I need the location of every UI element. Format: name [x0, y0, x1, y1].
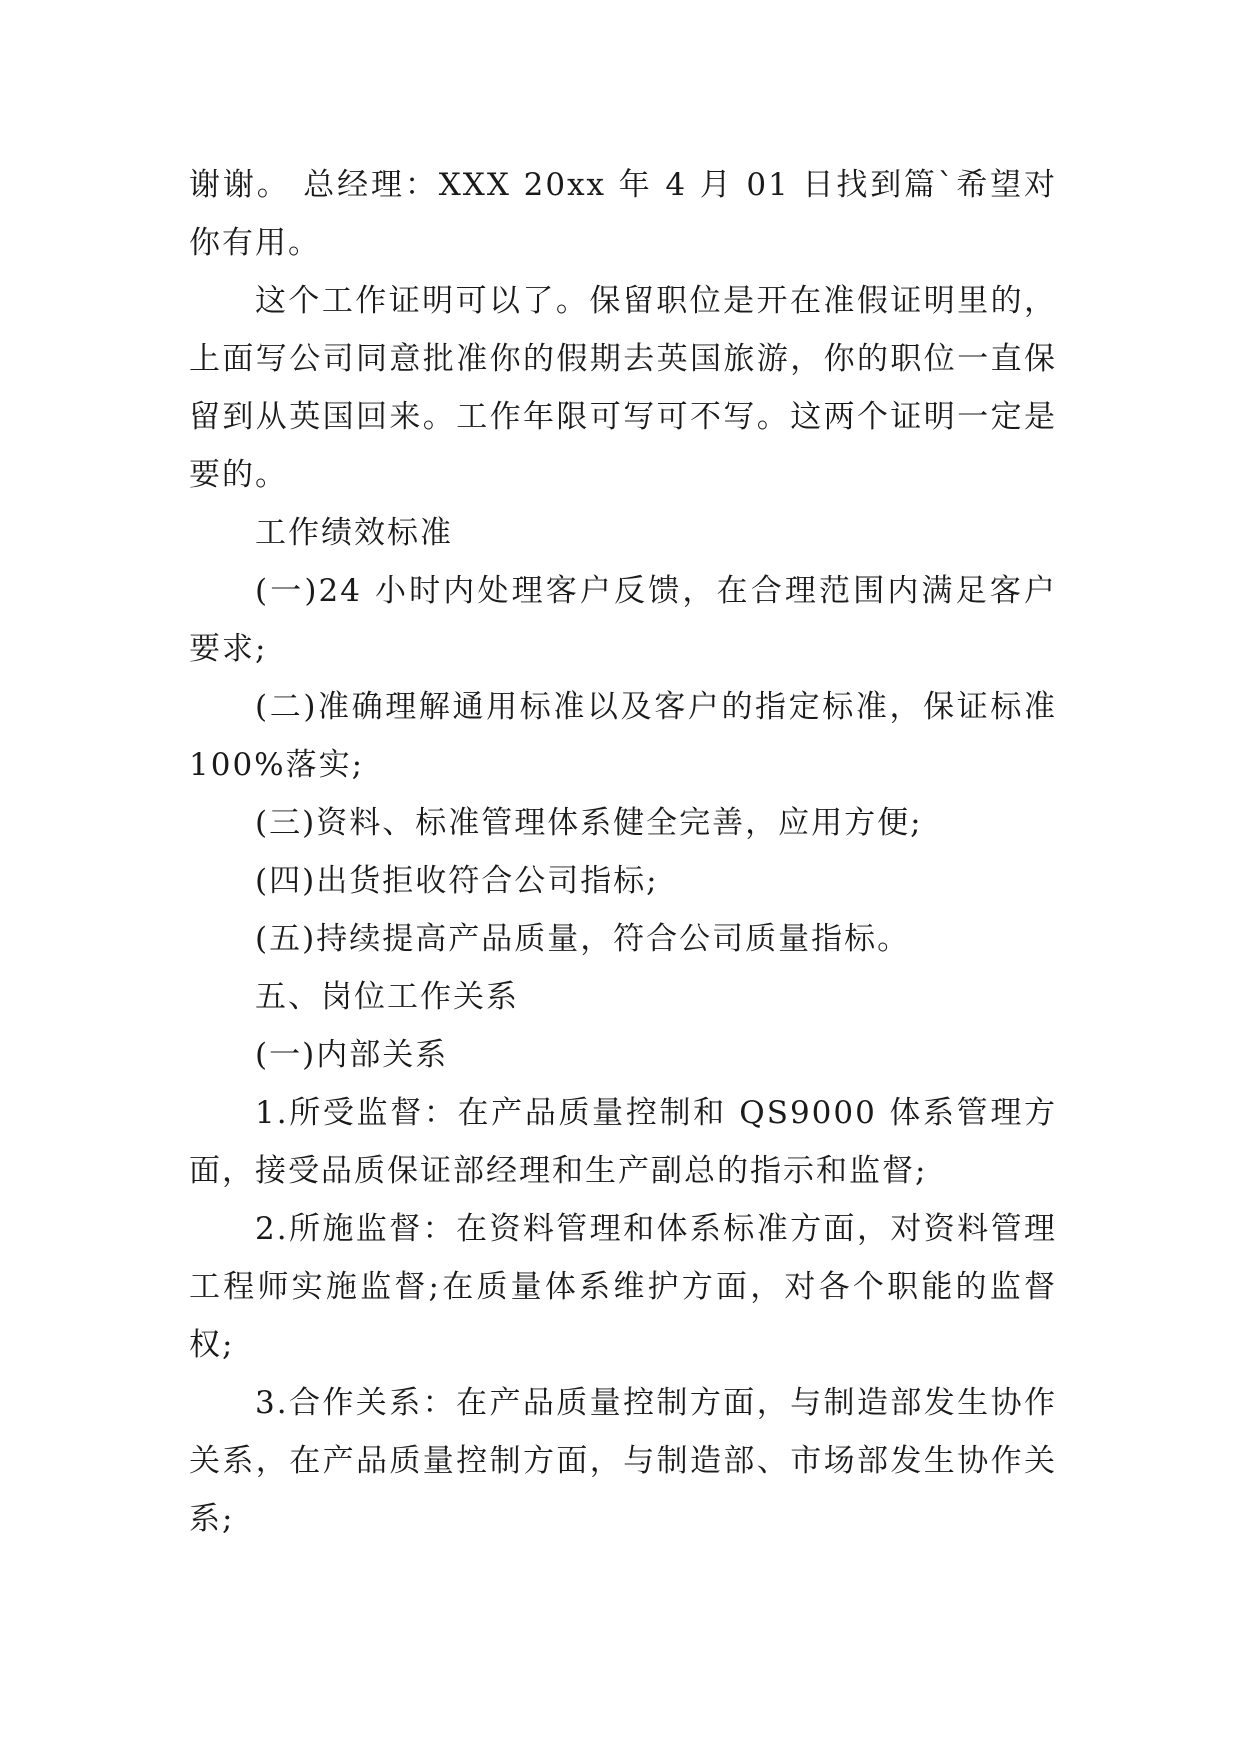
paragraph-closing: 谢谢。 总经理：XXX 20xx 年 4 月 01 日找到篇`希望对你有用。: [189, 167, 1057, 261]
relation-item-2: 2.所施监督：在资料管理和体系标准方面，对资料管理工程师实施监督;在质量体系维护方面，对各个职能的监督权;: [189, 1211, 1057, 1363]
heading-performance-standards: 工作绩效标准: [255, 515, 453, 551]
relation-item-3: 3.合作关系：在产品质量控制方面，与制造部发生协作关系，在产品质量控制方面，与制造部、市场部发生协作关系;: [189, 1385, 1057, 1537]
subheading-internal-relations: (一)内部关系: [255, 1037, 449, 1073]
document-body: [189, 156, 1057, 1548]
standard-item-5: (五)持续提高产品质量，符合公司质量指标。: [255, 921, 911, 957]
standard-item-2: (二)准确理解通用标准以及客户的指定标准，保证标准100%落实;: [189, 689, 1057, 783]
standard-item-1: (一)24 小时内处理客户反馈，在合理范围内满足客户要求;: [189, 573, 1057, 667]
standard-item-3: (三)资料、标准管理体系健全完善，应用方便;: [255, 805, 923, 841]
paragraph-certificate-note: 这个工作证明可以了。保留职位是开在准假证明里的，上面写公司同意批准你的假期去英国旅游，你的职位一直保留到从英国回来。工作年限可写可不写。这两个证明一定是要的。: [189, 283, 1057, 493]
relation-item-1: 1.所受监督：在产品质量控制和 QS9000 体系管理方面，接受品质保证部经理和生产副总的指示和监督;: [189, 1095, 1057, 1189]
heading-work-relations: 五、岗位工作关系: [255, 979, 519, 1015]
standard-item-4: (四)出货拒收符合公司指标;: [255, 863, 659, 899]
